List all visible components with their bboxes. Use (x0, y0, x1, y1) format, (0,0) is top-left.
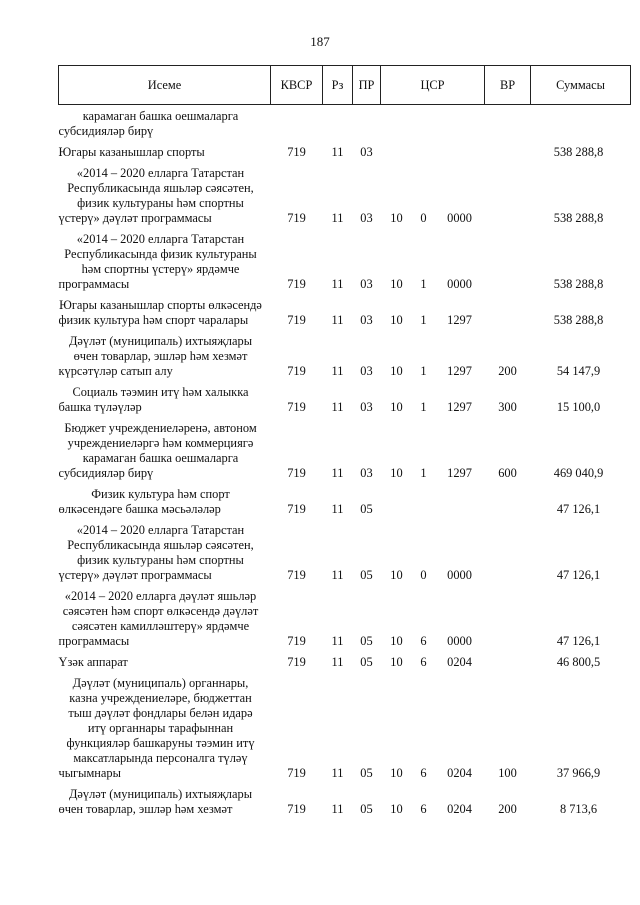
row-name: Югары казанышлар спорты өлкәсендә физик культура һәм спорт чаралары (58, 298, 262, 327)
row-csr-subprogram: 1 (420, 364, 427, 378)
row-vr: 600 (498, 466, 517, 480)
row-kvsr: 719 (287, 313, 306, 327)
row-rz: 11 (331, 277, 344, 291)
row-csr-program (381, 141, 413, 162)
header-vr: ВР (485, 66, 531, 105)
row-csr-subprogram: 6 (420, 634, 427, 648)
row-name: «2014 – 2020 елларга Татарстан Республикасында физик культураны һәм спортны үстерү» ярдәмче программасы (58, 232, 257, 291)
budget-table (58, 65, 631, 819)
row-kvsr: 719 (287, 364, 306, 378)
header-csr: ЦСР (381, 66, 485, 105)
row-sum: 538 288,8 (553, 313, 604, 327)
row-sum: 46 800,5 (556, 655, 601, 669)
row-csr-direction: 0204 (447, 802, 472, 816)
row-pr: 03 (360, 211, 373, 225)
row-csr-subprogram: 1 (420, 313, 427, 327)
row-csr-subprogram (413, 141, 435, 162)
row-csr-direction: 0000 (447, 568, 472, 582)
row-pr: 03 (360, 313, 373, 327)
row-csr-direction: 1297 (447, 364, 472, 378)
row-rz: 11 (331, 502, 344, 516)
row-pr: 05 (360, 502, 373, 516)
row-kvsr: 719 (287, 568, 306, 582)
row-sum: 47 126,1 (556, 502, 601, 516)
row-pr: 05 (360, 568, 373, 582)
table-row (59, 228, 631, 294)
row-kvsr: 719 (287, 502, 306, 516)
row-sum (531, 105, 631, 142)
row-csr-subprogram (413, 483, 435, 519)
row-vr (485, 228, 531, 294)
table-row (59, 585, 631, 651)
row-csr-direction: 0000 (447, 634, 472, 648)
row-pr: 05 (360, 655, 373, 669)
row-vr: 200 (498, 364, 517, 378)
row-sum: 47 126,1 (556, 634, 601, 648)
row-csr-direction (435, 105, 485, 142)
header-sum: Суммасы (531, 66, 631, 105)
row-rz: 11 (331, 655, 344, 669)
row-csr-subprogram: 1 (420, 277, 427, 291)
page-number: 187 (310, 34, 330, 49)
table-row (59, 141, 631, 162)
row-sum: 538 288,8 (553, 211, 604, 225)
row-rz: 11 (331, 364, 344, 378)
row-sum: 538 288,8 (553, 145, 604, 159)
row-vr (485, 651, 531, 672)
row-sum: 54 147,9 (556, 364, 601, 378)
row-rz: 11 (331, 145, 344, 159)
row-vr: 200 (498, 802, 517, 816)
table-row (59, 519, 631, 585)
row-vr (485, 294, 531, 330)
row-kvsr (271, 105, 323, 142)
row-name: Дәүләт (муниципаль) ихтыяҗлары өчен товарлар, эшләр һәм хезмәт күрсәтүләр сатып алу (58, 334, 253, 378)
row-rz: 11 (331, 766, 344, 780)
row-name: Бюджет учреждениеләренә, автоном учреждениеләргә һәм коммерциягә карамаган башка оешмаларга субсидияләр бирү (58, 421, 257, 480)
row-name: Үзәк аппарат (58, 655, 128, 669)
row-csr-program: 10 (390, 802, 403, 816)
row-csr-direction: 1297 (447, 400, 472, 414)
row-vr: 300 (498, 400, 517, 414)
row-csr-subprogram: 1 (420, 466, 427, 480)
row-kvsr: 719 (287, 400, 306, 414)
row-csr-direction: 0204 (447, 766, 472, 780)
row-csr-subprogram: 6 (420, 655, 427, 669)
table-row (59, 162, 631, 228)
table-row (59, 651, 631, 672)
row-csr-program: 10 (390, 466, 403, 480)
row-name: «2014 – 2020 елларга Татарстан Республикасында яшьләр сәясәтен, физик культураны һәм спортны үстерү» дәүләт программасы (58, 166, 254, 225)
row-csr-direction: 1297 (447, 313, 472, 327)
row-pr: 03 (360, 466, 373, 480)
row-pr: 03 (360, 400, 373, 414)
row-name: Дәүләт (муниципаль) ихтыяҗлары өчен товарлар, эшләр һәм хезмәт (58, 787, 253, 816)
row-kvsr: 719 (287, 634, 306, 648)
row-csr-direction: 0000 (447, 277, 472, 291)
row-rz: 11 (331, 211, 344, 225)
row-pr (353, 105, 381, 142)
table-row (59, 672, 631, 783)
row-csr-program: 10 (390, 277, 403, 291)
row-name: «2014 – 2020 елларга Татарстан Республикасында яшьләр сәясәтен, физик культураны һәм спортны үстерү» дәүләт программасы (58, 523, 254, 582)
row-csr-program (381, 105, 413, 142)
row-rz: 11 (331, 400, 344, 414)
table-header-row (59, 66, 631, 105)
row-csr-program (381, 483, 413, 519)
row-rz: 11 (331, 466, 344, 480)
row-vr (485, 141, 531, 162)
row-vr (485, 519, 531, 585)
table-row (59, 483, 631, 519)
row-csr-subprogram: 6 (420, 766, 427, 780)
row-sum: 37 966,9 (556, 766, 601, 780)
row-kvsr: 719 (287, 655, 306, 669)
row-name: Дәүләт (муниципаль) органнары, казна учреждениеләре, бюджеттан тыш дәүләт фондлары белән идарә итү органнары тарафыннан функцияләр башкаруны тәэмин итү максатларында персоналга түләү чыгымнары (58, 676, 255, 780)
row-vr (485, 162, 531, 228)
row-pr: 05 (360, 766, 373, 780)
row-kvsr: 719 (287, 466, 306, 480)
row-vr (485, 483, 531, 519)
row-csr-program: 10 (390, 400, 403, 414)
row-name: Югары казанышлар спорты (58, 145, 205, 159)
table-row (59, 105, 631, 142)
header-rz: Рз (323, 66, 353, 105)
row-rz: 11 (331, 313, 344, 327)
table-row (59, 330, 631, 381)
row-csr-program: 10 (390, 568, 403, 582)
header-pr: ПР (353, 66, 381, 105)
row-sum: 47 126,1 (556, 568, 601, 582)
row-csr-direction (435, 483, 485, 519)
header-kvsr: КВСР (271, 66, 323, 105)
row-csr-subprogram: 1 (420, 400, 427, 414)
row-sum: 8 713,6 (559, 802, 598, 816)
row-pr: 05 (360, 802, 373, 816)
row-name: карамаган башка оешмаларга субсидияләр бирү (58, 109, 239, 138)
row-csr-direction: 0000 (447, 211, 472, 225)
row-kvsr: 719 (287, 211, 306, 225)
row-vr (485, 585, 531, 651)
row-kvsr: 719 (287, 766, 306, 780)
row-csr-program: 10 (390, 211, 403, 225)
row-csr-program: 10 (390, 313, 403, 327)
row-csr-subprogram: 0 (420, 568, 427, 582)
row-csr-program: 10 (390, 634, 403, 648)
row-kvsr: 719 (287, 277, 306, 291)
row-sum: 538 288,8 (553, 277, 604, 291)
table-row (59, 294, 631, 330)
row-csr-direction (435, 141, 485, 162)
row-rz (323, 105, 353, 142)
table-row (59, 417, 631, 483)
row-kvsr: 719 (287, 802, 306, 816)
row-vr: 100 (498, 766, 517, 780)
row-csr-direction: 0204 (447, 655, 472, 669)
header-name: Исеме (59, 66, 271, 105)
row-pr: 05 (360, 634, 373, 648)
row-csr-subprogram: 6 (420, 802, 427, 816)
row-csr-direction: 1297 (447, 466, 472, 480)
row-csr-program: 10 (390, 655, 403, 669)
row-csr-subprogram: 0 (420, 211, 427, 225)
row-rz: 11 (331, 568, 344, 582)
table-body (59, 105, 631, 820)
row-vr (485, 105, 531, 142)
table-row (59, 381, 631, 417)
row-name: Социаль тәэмин итү һәм халыкка башка түләүләр (58, 385, 249, 414)
row-csr-subprogram (413, 105, 435, 142)
row-csr-program: 10 (390, 766, 403, 780)
row-sum: 15 100,0 (556, 400, 601, 414)
row-rz: 11 (331, 634, 344, 648)
row-sum: 469 040,9 (553, 466, 604, 480)
row-pr: 03 (360, 145, 373, 159)
row-name: Физик культура һәм спорт өлкәсендәге башка мәсьәләләр (58, 487, 230, 516)
row-name: «2014 – 2020 елларга дәүләт яшьләр сәясәтен һәм спорт өлкәсендә дәүләт сәясәтен камилләштерү» ярдәмче программасы (58, 589, 259, 648)
row-rz: 11 (331, 802, 344, 816)
row-pr: 03 (360, 277, 373, 291)
table-row (59, 783, 631, 819)
row-pr: 03 (360, 364, 373, 378)
row-csr-program: 10 (390, 364, 403, 378)
row-kvsr: 719 (287, 145, 306, 159)
